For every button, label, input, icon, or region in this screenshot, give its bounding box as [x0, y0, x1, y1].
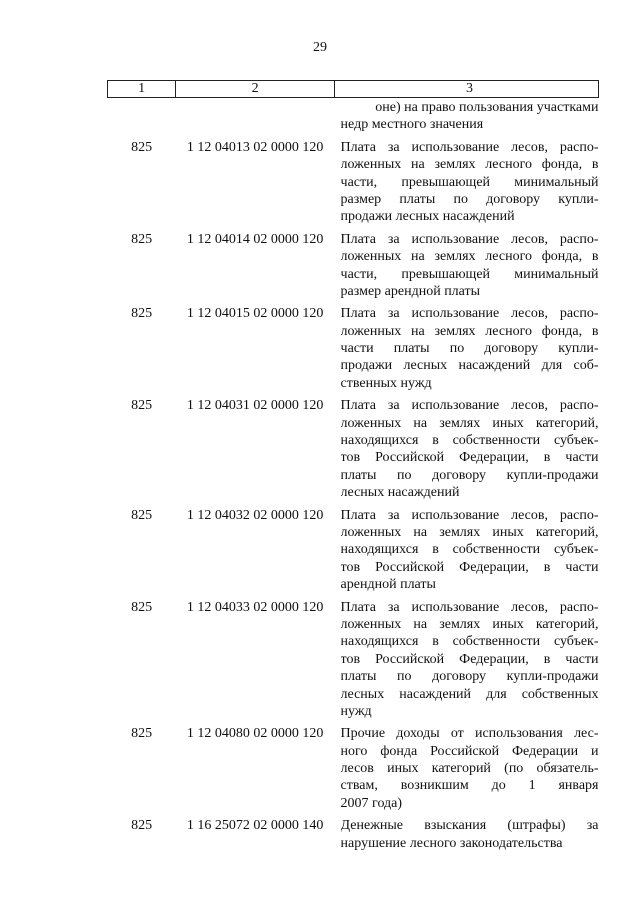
income-code-cell: 1 12 04032 02 0000 120 — [186, 507, 324, 523]
description-line: находящихся в собственности субъек- — [340, 433, 599, 449]
description-line: тов Российской Федерации, в части — [340, 651, 599, 667]
description-line: Прочие доходы от использования лес- — [340, 726, 599, 742]
income-code-cell: 1 12 04015 02 0000 120 — [186, 306, 324, 322]
description-line: Плата за использование лесов, распо- — [340, 139, 599, 155]
description-line: платы по договору купли-продажи — [340, 669, 599, 685]
description-line: Денежные взыскания (штрафы) за — [340, 818, 599, 834]
description-line: нарушение лесного законодательства — [340, 835, 563, 851]
description-cell — [335, 502, 599, 594]
description-line: лесных насаждений — [340, 485, 460, 501]
table-row — [108, 720, 599, 812]
description-cell — [335, 812, 599, 852]
description-line: размер платы по договору купли- — [340, 191, 599, 207]
admin-code-cell: 825 — [131, 398, 153, 414]
table-row — [108, 300, 599, 392]
description-line: оне) на право пользования участками — [375, 100, 599, 115]
description-line: размер арендной платы — [340, 283, 481, 299]
income-code-cell: 1 12 04013 02 0000 120 — [186, 139, 324, 155]
admin-code-cell: 825 — [131, 599, 153, 615]
table-row — [108, 812, 599, 852]
table-header-row — [108, 81, 599, 98]
table-row — [108, 226, 599, 301]
description-line: нужд — [340, 703, 372, 719]
admin-code-cell: 825 — [131, 306, 153, 322]
description-line: ложенных на землях иных категорий, — [340, 524, 599, 540]
description-line: части, превышающей минимальный — [340, 266, 599, 282]
description-cell — [335, 392, 599, 501]
description-line: ложенных на землях иных категорий, — [340, 616, 599, 632]
page-number: 29 — [313, 40, 327, 55]
description-line: ного фонда Российской Федерации и — [340, 743, 599, 759]
description-line: ложенных на землях иных категорий, — [340, 415, 599, 431]
income-code-cell: 1 12 04033 02 0000 120 — [186, 599, 324, 615]
column-header-1: 1 — [108, 81, 176, 98]
description-cell — [335, 720, 599, 812]
description-line: Плата за использование лесов, распо- — [340, 507, 599, 523]
column-header-2: 2 — [176, 81, 335, 98]
description-cell — [335, 134, 599, 226]
description-line: недр местного значения — [340, 117, 484, 133]
description-line: арендной платы — [340, 577, 436, 593]
description-cell — [335, 226, 599, 301]
admin-code-cell — [108, 98, 176, 134]
description-line: лесов иных категорий (по обязатель- — [340, 761, 599, 777]
description-line: находящихся в собственности субъек- — [340, 634, 599, 650]
description-line: Плата за использование лесов, распо- — [340, 398, 599, 414]
description-line: продажи лесных насаждений для соб- — [340, 358, 599, 374]
description-line: тов Российской Федерации, в части — [340, 559, 599, 575]
description-line: ложенных на землях лесного фонда, в — [340, 323, 599, 339]
table-row — [108, 98, 599, 134]
admin-code-cell: 825 — [131, 818, 153, 834]
income-code-cell: 1 12 04014 02 0000 120 — [186, 231, 324, 247]
admin-code-cell: 825 — [131, 139, 153, 155]
description-line: тов Российской Федерации, в части — [340, 450, 599, 466]
description-line: ложенных на землях лесного фонда, в — [340, 157, 599, 173]
description-line: находящихся в собственности субъек- — [340, 542, 599, 558]
table-row — [108, 392, 599, 501]
table-row — [108, 134, 599, 226]
description-line: продажи лесных насаждений — [340, 209, 515, 225]
description-line: лесных насаждений для собственных — [340, 686, 599, 702]
description-line: Плата за использование лесов, распо- — [340, 599, 599, 615]
description-line: части платы по договору купли- — [340, 341, 599, 357]
income-code-cell: 1 12 04080 02 0000 120 — [186, 726, 324, 742]
income-code-cell: 1 16 25072 02 0000 140 — [186, 818, 324, 834]
table-row — [108, 502, 599, 594]
description-line: части, превышающей минимальный — [340, 174, 599, 190]
description-cell — [335, 98, 599, 134]
table-row — [108, 594, 599, 721]
admin-code-cell: 825 — [131, 726, 153, 742]
description-cell — [335, 594, 599, 721]
admin-code-cell: 825 — [131, 231, 153, 247]
admin-code-cell: 825 — [131, 507, 153, 523]
description-line: платы по договору купли-продажи — [340, 467, 599, 483]
income-code-cell — [176, 98, 335, 134]
description-line: Плата за использование лесов, распо- — [340, 231, 599, 247]
description-line: ствам, возникшим до 1 января — [340, 778, 599, 794]
column-header-3: 3 — [335, 81, 599, 98]
description-cell — [335, 300, 599, 392]
description-line: 2007 года) — [340, 795, 403, 811]
description-line: ственных нужд — [340, 375, 432, 391]
description-line: Плата за использование лесов, распо- — [340, 306, 599, 322]
income-code-cell: 1 12 04031 02 0000 120 — [186, 398, 324, 414]
budget-classification-table — [107, 80, 599, 852]
description-line: ложенных на землях лесного фонда, в — [340, 249, 599, 265]
